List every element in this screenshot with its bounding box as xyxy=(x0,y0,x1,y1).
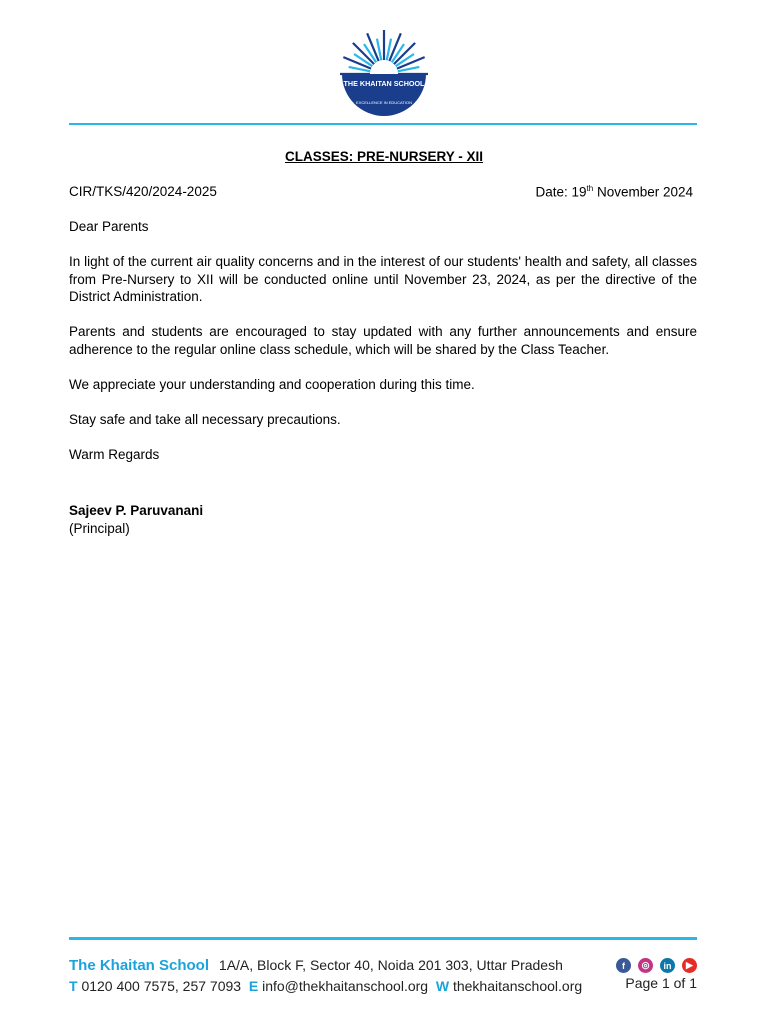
closing: Warm Regards xyxy=(69,446,160,462)
footer-divider xyxy=(69,937,697,940)
logo-motto: EXCELLENCE IN EDUCATION xyxy=(356,100,412,105)
paragraph: Stay safe and take all necessary precautions. xyxy=(69,411,341,427)
paragraph: Parents and students are encouraged to stay updated with any further announcements and ensure adherence to the regular online class schedule, which will be shared by the Class Teacher. xyxy=(69,324,697,357)
footer-website[interactable]: thekhaitanschool.org xyxy=(452,978,583,994)
footer-address: 1A/A, Block F, Sector 40, Noida 201 303, Uttar Pradesh xyxy=(218,957,563,973)
paragraph: We appreciate your understanding and cooperation during this time. xyxy=(69,376,475,392)
circular-heading: CLASSES: PRE-NURSERY - XII xyxy=(284,149,484,164)
web-label: W xyxy=(435,978,450,994)
signatory-title: (Principal) xyxy=(69,520,130,536)
footer-email[interactable]: info@thekhaitanschool.org xyxy=(262,978,429,994)
instagram-icon[interactable]: ◎ xyxy=(638,958,653,973)
circular-reference: CIR/TKS/420/2024-2025 xyxy=(69,184,217,199)
footer-school-name: The Khaitan School xyxy=(69,957,210,974)
phone-label: T xyxy=(69,978,78,994)
email-label: E xyxy=(248,978,259,994)
page-number: Page 1 of 1 xyxy=(625,975,697,991)
salutation: Dear Parents xyxy=(69,219,149,234)
logo-text: THE KHAITAN SCHOOL xyxy=(343,79,425,88)
footer-phone: 0120 400 7575, 257 7093 xyxy=(81,978,242,994)
social-icons xyxy=(616,958,697,973)
header-divider xyxy=(69,123,697,125)
letter-body xyxy=(69,218,697,481)
signature-block xyxy=(69,502,203,537)
signatory-name: Sajeev P. Paruvanani xyxy=(69,503,204,518)
paragraph: In light of the current air quality concerns and in the interest of our students' health and safety, all classes from Pre-Nursery to XII will be conducted online until November 23, 2024, as per the directive of the District Administration. xyxy=(69,254,697,304)
footer xyxy=(69,955,697,997)
linkedin-icon[interactable]: in xyxy=(660,958,675,973)
circular-date: Date: 19th November 2024 xyxy=(535,184,693,200)
youtube-icon[interactable]: ▶ xyxy=(682,958,697,973)
facebook-icon[interactable]: f xyxy=(616,958,631,973)
school-logo xyxy=(334,28,434,118)
